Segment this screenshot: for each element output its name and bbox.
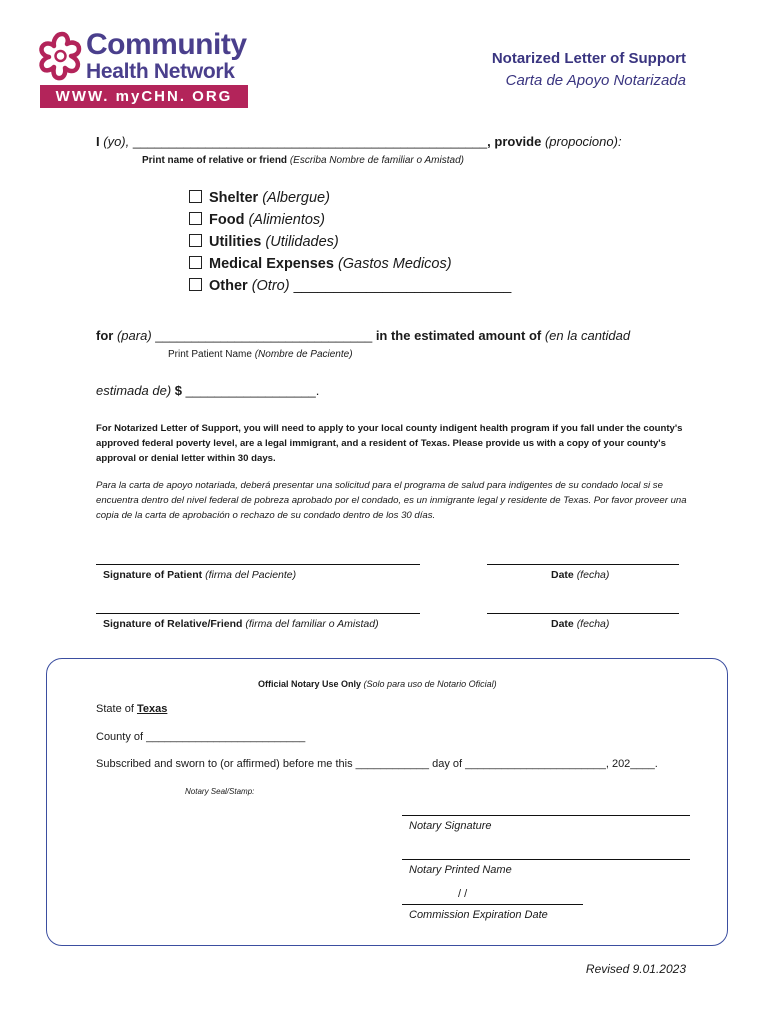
notary-header: Official Notary Use Only (Solo para uso de Notario Oficial) <box>258 679 497 689</box>
checkbox[interactable] <box>189 190 202 203</box>
document-title-en: Notarized Letter of Support <box>491 50 686 67</box>
option-utilities[interactable]: Utilities (Utilidades) <box>189 234 339 250</box>
logo-line-1: Community <box>86 28 247 61</box>
patient-date-label: Date (fecha) <box>551 569 610 581</box>
instructions-es: Para la carta de apoyo notariada, deberá presentar una solicitud para el programa de salud para indigentes de su condado local si se encuentra dentro del nivel federal de pobreza aprobado por el condado, es un inmigrante legal y residente de Texas. Por favor proveer una copia de la carta de aprobación o rechazo de su condado dentro de los 30 días. <box>96 480 687 521</box>
checkbox[interactable] <box>189 278 202 291</box>
patient-name-field[interactable]: ______________________________ <box>155 328 373 343</box>
patient-signature-label: Signature of Patient (firma del Paciente) <box>103 569 297 581</box>
patient-date-line[interactable] <box>487 564 679 565</box>
other-field[interactable]: ___________________________ <box>293 278 512 294</box>
relative-name-caption: Print name of relative or friend (Escriba Nombre de familiar o Amistad) <box>142 155 464 166</box>
sworn-statement[interactable]: Subscribed and sworn to (or affirmed) before me this ____________ day of _______________________, 202____. <box>96 758 658 770</box>
state-row: State of Texas <box>96 703 168 715</box>
option-other[interactable]: Other (Otro) ___________________________ <box>189 278 511 294</box>
relative-name-row <box>96 134 622 149</box>
relative-date-line[interactable] <box>487 613 679 614</box>
amount-row: estimada de) $ __________________. <box>96 383 320 398</box>
notary-printed-name-label: Notary Printed Name <box>409 864 512 876</box>
relative-date-label: Date (fecha) <box>551 618 610 630</box>
logo-line-2: Health Network <box>86 60 235 83</box>
notary-signature-label: Notary Signature <box>409 820 492 832</box>
patient-name-caption: Print Patient Name (Nombre de Paciente) <box>168 349 353 360</box>
expiration-date-slashes: / / <box>458 888 468 900</box>
option-shelter[interactable]: Shelter (Albergue) <box>189 190 330 206</box>
option-medical-expenses[interactable]: Medical Expenses (Gastos Medicos) <box>189 256 452 272</box>
relative-signature-line[interactable] <box>96 613 420 614</box>
notary-signature-line[interactable] <box>402 815 690 816</box>
document-title-es: Carta de Apoyo Notarizada <box>505 72 686 89</box>
i-label-es: (yo), <box>103 134 130 149</box>
relative-name-field[interactable]: _________________________________________________ <box>132 134 488 149</box>
i-label: I <box>96 134 100 149</box>
expiration-date-line[interactable] <box>402 904 583 905</box>
amount-field[interactable]: __________________. <box>185 383 320 398</box>
revision-date: Revised 9.01.2023 <box>585 962 686 976</box>
flower-logo-icon <box>34 28 90 84</box>
provide-label-es: (propociono): <box>544 134 622 149</box>
organization-logo <box>34 28 249 110</box>
notary-printed-name-line[interactable] <box>402 859 690 860</box>
expiration-date-label: Commission Expiration Date <box>409 909 548 921</box>
checkbox[interactable] <box>189 256 202 269</box>
checkbox[interactable] <box>189 234 202 247</box>
patient-signature-line[interactable] <box>96 564 420 565</box>
instructions-en: For Notarized Letter of Support, you will need to apply to your local county indigent health program if you fall under the county's approved federal poverty level, are a legal immigrant, and a resident of Texas. Please provide us with a copy of your county's approval or denial letter within 30 days. <box>96 423 683 464</box>
provide-label: , provide <box>487 134 542 149</box>
notary-section <box>46 658 728 946</box>
county-field[interactable]: County of __________________________ <box>96 731 306 743</box>
notary-seal-label: Notary Seal/Stamp: <box>185 787 255 796</box>
patient-name-row: for (para) ______________________________ in the estimated amount of (en la cantidad <box>96 328 631 343</box>
relative-signature-label: Signature of Relative/Friend (firma del familiar o Amistad) <box>103 618 379 630</box>
state-value: Texas <box>136 703 168 715</box>
option-food[interactable]: Food (Alimientos) <box>189 212 325 228</box>
checkbox[interactable] <box>189 212 202 225</box>
logo-url-banner: WWW. myCHN. ORG <box>40 85 248 108</box>
